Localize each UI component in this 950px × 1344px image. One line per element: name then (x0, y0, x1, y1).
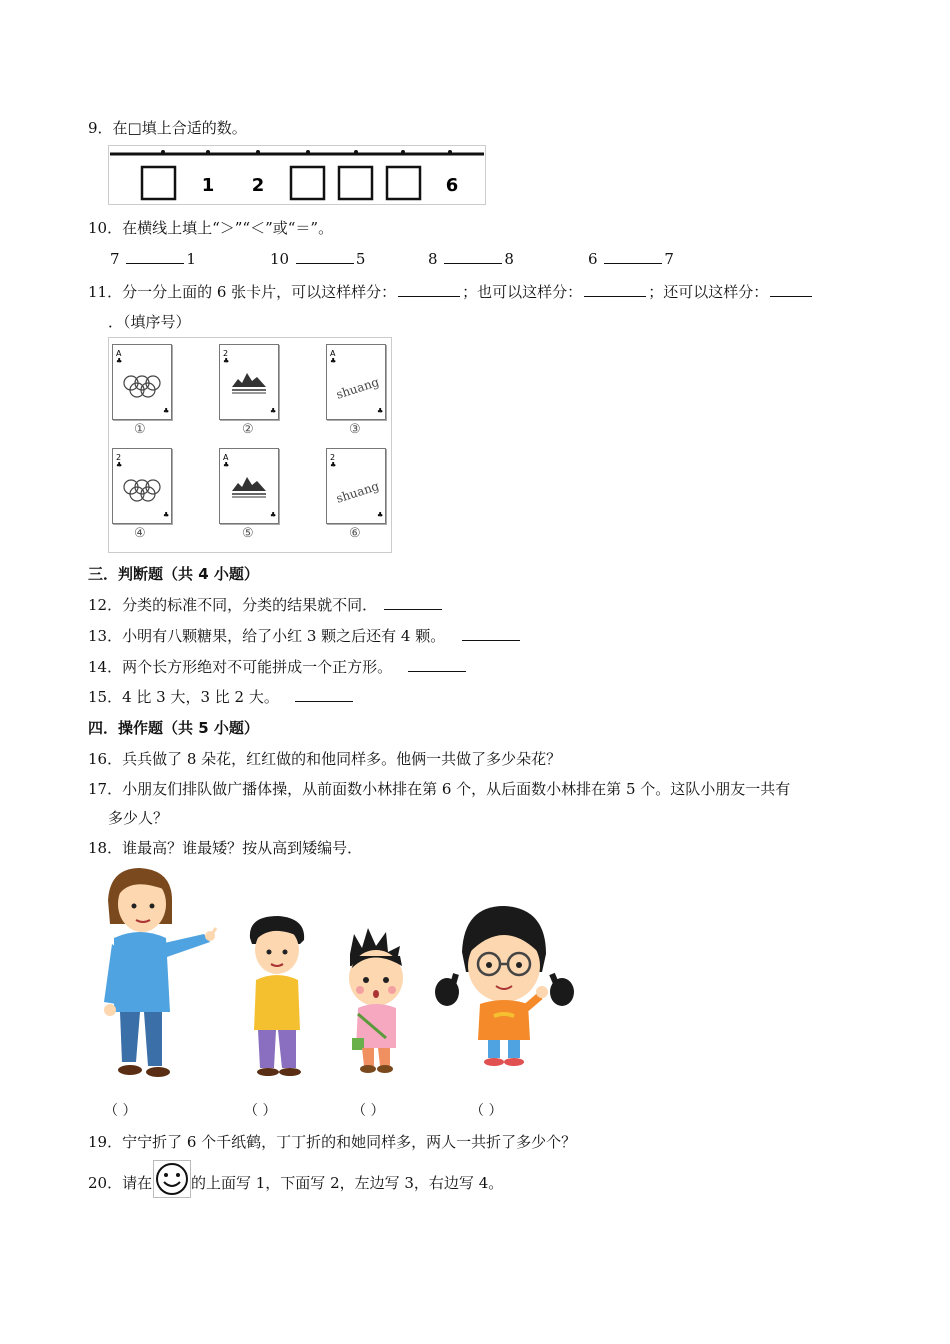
svg-text:♣: ♣ (223, 357, 230, 365)
svg-text:♣: ♣ (330, 357, 337, 365)
svg-text:A: A (116, 349, 122, 358)
card-word-icon (327, 345, 385, 419)
q12-text: 12．分类的标准不同，分类的结果就不同． (88, 596, 378, 614)
svg-text:♣: ♣ (270, 407, 277, 415)
cards-figure (108, 337, 392, 553)
q11-text-b: ；也可以这样分： (462, 283, 583, 301)
q11-line2: ．（填序号） (108, 313, 191, 331)
answer-blank[interactable] (770, 282, 812, 297)
compare-item-3 (428, 249, 514, 268)
card-6 (326, 448, 386, 524)
svg-text:shuang: shuang (334, 478, 381, 506)
card-rings-icon (113, 345, 171, 419)
q17-line1: 17．小朋友们排队做广播体操，从前面数小林排在第 6 个，从后面数小林排在第 5 个。这队小朋友一共有 (88, 780, 791, 798)
card-label-6: ⑥ (349, 526, 361, 541)
answer-blank[interactable] (296, 249, 354, 264)
card-label-5: ⑤ (242, 526, 254, 541)
q14 (88, 656, 468, 677)
svg-text:♣: ♣ (330, 461, 337, 469)
q20-text-b: 的上面写 1，下面写 2，左边写 3，右边写 4。 (191, 1174, 504, 1192)
q13-text: 13．小明有八颗糖果，给了小红 3 颗之后还有 4 颗。 (88, 627, 446, 645)
tall-child (104, 868, 216, 1077)
card-label-3: ③ (349, 422, 361, 437)
small-boy (349, 928, 403, 1073)
smiley-face-icon (153, 1160, 191, 1198)
compare-a: 10 (270, 250, 290, 268)
q14-text: 14．两个长方形绝对不可能拼成一个正方形。 (88, 658, 393, 676)
answer-blank[interactable] (444, 249, 502, 264)
compare-item-1 (110, 249, 196, 268)
svg-text:♣: ♣ (377, 511, 384, 519)
svg-text:2: 2 (223, 349, 229, 358)
svg-text:A: A (330, 349, 336, 358)
answer-blank[interactable] (462, 626, 520, 641)
q20-text-a: 20．请在 (88, 1174, 153, 1192)
number-line-figure (108, 145, 486, 205)
q9-text: 9．在□填上合适的数。 (88, 119, 247, 137)
nl-num-1: 1 (201, 175, 215, 196)
nl-num-2: 2 (251, 175, 265, 196)
card-mountain-icon (220, 345, 278, 419)
answer-blank[interactable] (398, 282, 460, 297)
card-word-icon (327, 449, 385, 523)
answer-paren-2[interactable]: （ ） (244, 1103, 277, 1119)
q13 (88, 625, 522, 646)
q11-text-c: ；还可以这样分： (648, 283, 769, 301)
nl-num-6: 6 (445, 175, 459, 196)
q11-line1 (88, 281, 814, 302)
svg-text:shuang: shuang (334, 374, 381, 402)
svg-text:♣: ♣ (377, 407, 384, 415)
card-mountain-icon (220, 449, 278, 523)
card-1 (112, 344, 172, 420)
q15 (88, 686, 355, 707)
svg-text:♣: ♣ (116, 461, 123, 469)
compare-a: 6 (588, 250, 598, 268)
card-3 (326, 344, 386, 420)
card-label-1: ① (134, 422, 146, 437)
answer-blank[interactable] (408, 657, 466, 672)
answer-paren-3[interactable]: （ ） (352, 1103, 385, 1119)
card-label-4: ④ (134, 526, 146, 541)
svg-text:♣: ♣ (163, 511, 170, 519)
compare-item-4 (588, 249, 674, 268)
section-4-title: 四．操作题（共 5 小题） (88, 719, 259, 737)
svg-text:A: A (223, 453, 229, 462)
card-rings-icon (113, 449, 171, 523)
section-3-title: 三．判断题（共 4 小题） (88, 565, 259, 583)
compare-b: 1 (186, 250, 196, 268)
svg-text:♣: ♣ (270, 511, 277, 519)
card-5 (219, 448, 279, 524)
children-figure (100, 862, 580, 1094)
q15-text: 15．4 比 3 大，3 比 2 大。 (88, 688, 279, 706)
answer-blank[interactable] (584, 282, 646, 297)
q11-text-a: 11．分一分上面的 6 张卡片，可以这样样分： (88, 283, 397, 301)
svg-text:2: 2 (330, 453, 336, 462)
compare-a: 7 (110, 250, 120, 268)
q10-text: 10．在横线上填上“＞”“＜”或“＝”。 (88, 219, 334, 237)
compare-b: 7 (664, 250, 674, 268)
card-2 (219, 344, 279, 420)
answer-blank[interactable] (384, 595, 442, 610)
boy-yellow (250, 916, 304, 1076)
answer-paren-4[interactable]: （ ） (470, 1103, 503, 1119)
answer-paren-1[interactable]: （ ） (104, 1103, 137, 1119)
q18-text: 18．谁最高？谁最矮？按从高到矮编号． (88, 839, 363, 857)
svg-text:♣: ♣ (116, 357, 123, 365)
q17-line2: 多少人？ (108, 809, 169, 827)
children-illustration (100, 862, 580, 1094)
compare-a: 8 (428, 250, 438, 268)
answer-blank[interactable] (604, 249, 662, 264)
girl-pigtails (435, 906, 574, 1066)
q19-text: 19．宁宁折了 6 个千纸鹤，丁丁折的和她同样多，两人一共折了多少个？ (88, 1133, 577, 1151)
q12 (88, 594, 444, 615)
number-line-svg (108, 145, 486, 205)
svg-text:♣: ♣ (223, 461, 230, 469)
compare-b: 8 (504, 250, 514, 268)
compare-item-2 (270, 249, 365, 268)
answer-blank[interactable] (295, 687, 353, 702)
q16-text: 16．兵兵做了 8 朵花，红红做的和他同样多。他俩一共做了多少朵花？ (88, 750, 562, 768)
card-label-2: ② (242, 422, 254, 437)
compare-b: 5 (355, 250, 366, 268)
svg-text:♣: ♣ (163, 407, 170, 415)
answer-blank[interactable] (126, 249, 184, 264)
svg-text:2: 2 (116, 453, 122, 462)
card-4 (112, 448, 172, 524)
